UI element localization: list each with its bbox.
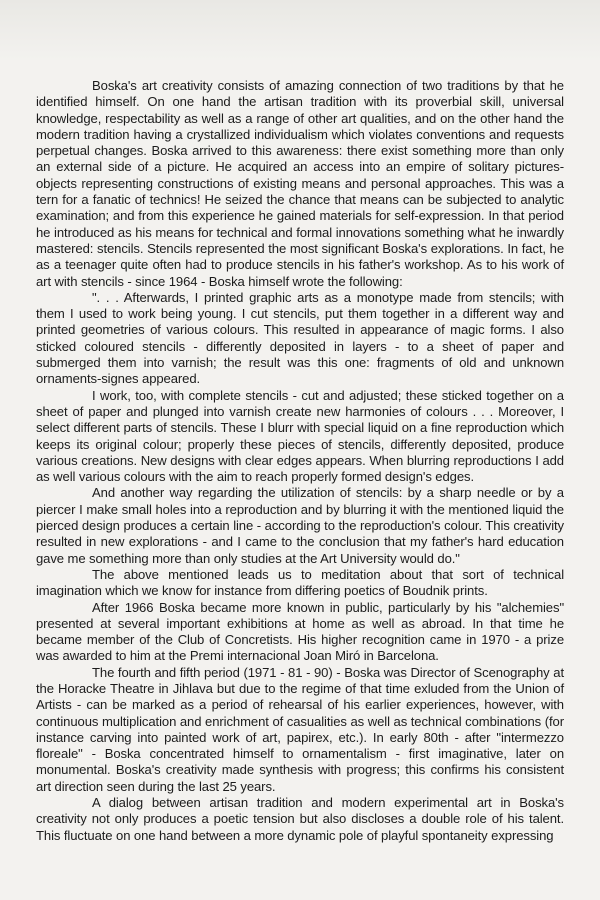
paragraph: The above mentioned leads us to meditation about that sort of technical imagination which we know for instance from differing poetics of Boudnik prints. (36, 566, 564, 599)
page-shade (0, 0, 600, 60)
paragraph: Boska's art creativity consists of amazing connection of two traditions by that he identified himself. On one hand the artisan tradition with its proverbial skill, universal knowledge, respectability as well as a range of other art qualities, and on the other hand the modern tradition having a crystallized individualism which violates conventions and requests perpetual changes. Boska arrived to this awareness: there exist something more than only an external side of a picture. He acquired an access into an empire of solitary pictures-objects representing constructions of existing means and personal approaches. This was a tern for a fanatic of technics! He seized the chance that means can be subjected to analytic examination; and from this experience he gained materials for self-expression. In that period he introduced as his means for technical and formal innovations something what he inwardly mastered: stencils. Stencils represented the most significant Boska's explorations. In fact, he as a teenager quite often had to produce stencils in his father's workshop. As to his work of art with stencils - since 1964 - Boska himself wrote the following: (36, 78, 564, 289)
paragraph: ". . . Afterwards, I printed graphic arts as a monotype made from stencils; with them I used to work being young. I cut stencils, put them together in a different way and printed geometries of various colours. This resulted in appearance of magic forms. I also sticked coloured stencils - differently deposited in layers - to a sheet of paper and submerged them into varnish; the result was this one: fragments of old and unknown ornaments-signes appeared. (36, 289, 564, 387)
paragraph: After 1966 Boska became more known in public, particularly by his "alchemies" presented at several important exhibitions at home as well as abroad. In that time he became member of the Club of Concretists. His higher recognition came in 1970 - a prize was awarded to him at the Premi internacional Joan Miró in Barcelona. (36, 599, 564, 664)
paragraph: The fourth and fifth period (1971 - 81 - 90) - Boska was Director of Scenography at the Horacke Theatre in Jihlava but due to the regime of that time exluded from the Union of Artists - can be marked as a period of rehearsal of his earlier experiences, however, with continuous multiplication and enrichment of casualities as well as technical combinations (for instance carving into painted work of art, papirex, etc.). In early 80th - after "intermezzo floreale" - Boska concentrated himself to ornamentalism - first imaginative, later on monumental. Boska's creativity made synthesis with progress; this confirms his consistent art direction seen during the last 25 years. (36, 664, 564, 794)
paragraph: I work, too, with complete stencils - cut and adjusted; these sticked together on a sheet of paper and plunged into varnish create new harmonies of colours . . . Moreover, I select different parts of stencils. These I blurr with special liquid on a fine reproduction which keeps its original colour; properly these pieces of stencils, differently deposited, produce various creations. New designs with clear edges appears. When blurring reproductions I add as well various colours with the aim to reach properly formed design's edges. (36, 387, 564, 485)
paragraph: And another way regarding the utilization of stencils: by a sharp needle or by a piercer I make small holes into a reproduction and by blurring it with the mentioned liquid the pierced design produces a certain line - according to the reproduction's colour. This creativity resulted in new explorations - and I came to the conclusion that my father's hard education gave me something more than only studies at the Art University would do." (36, 485, 564, 566)
article-text (36, 78, 564, 844)
paragraph: A dialog between artisan tradition and modern experimental art in Boska's creativity not only produces a poetic tension but also discloses a double role of his talent. This fluctuate on one hand between a more dynamic pole of playful spontaneity expressing (36, 795, 564, 843)
